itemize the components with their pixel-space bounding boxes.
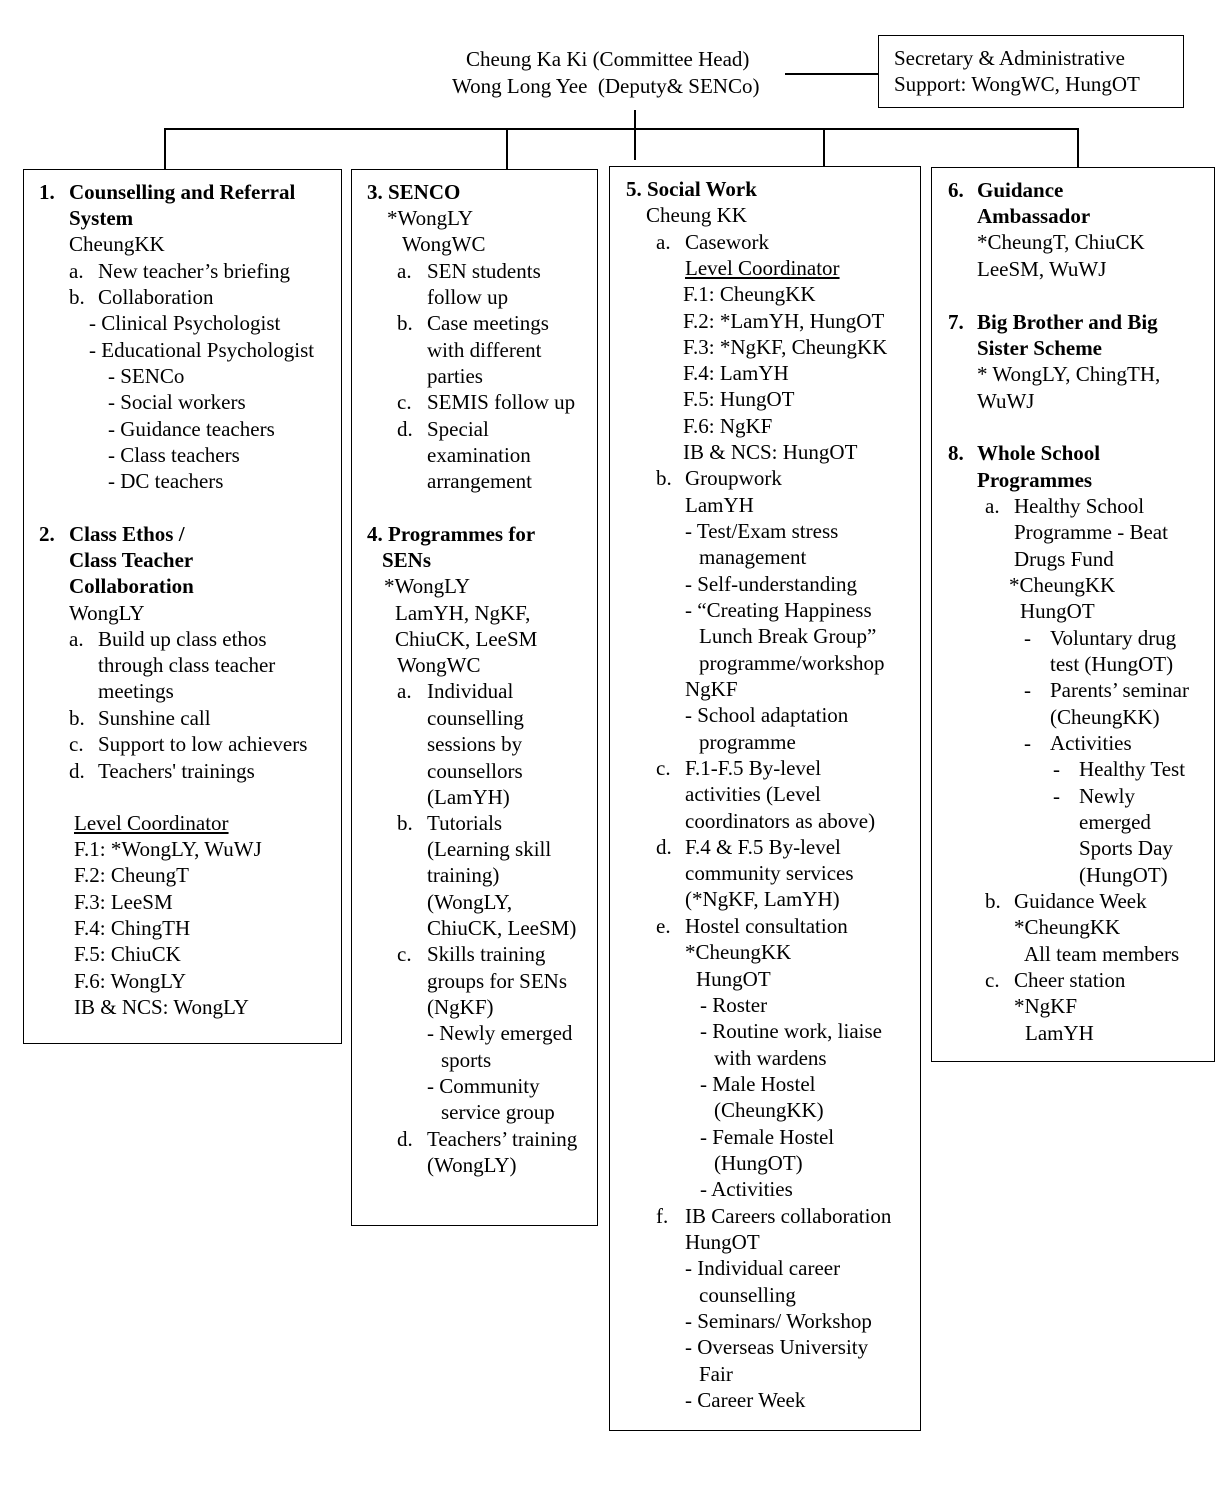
section-8-title: Whole School: [977, 441, 1101, 465]
item-person: NgKF: [685, 677, 738, 701]
sub-item: with wardens: [714, 1046, 827, 1070]
section-7-title-2: Sister Scheme: [977, 336, 1103, 360]
item-text: Build up class ethos: [98, 627, 267, 651]
item-text: SEN students: [427, 259, 541, 283]
item-person: *CheungKK: [1009, 573, 1116, 597]
item-text: (NgKF): [427, 995, 494, 1019]
item-text: Programme - Beat: [1014, 520, 1168, 544]
item-marker: d.: [397, 1127, 413, 1151]
item-text: counsellors: [427, 759, 523, 783]
sub-item: Lunch Break Group”: [699, 624, 877, 648]
level-coordinator-item: F.6: WongLY: [74, 969, 186, 993]
item-text: with different: [427, 338, 542, 362]
section-8-title-2: Programmes: [977, 468, 1093, 492]
level-coordinator-item: F.4: ChingTH: [74, 916, 191, 940]
item-person: *NgKF: [1014, 994, 1078, 1018]
item-marker: b.: [985, 889, 1001, 913]
item-marker: a.: [69, 627, 84, 651]
item-text: Case meetings: [427, 311, 549, 335]
sub-item: - Self-understanding: [685, 572, 858, 596]
section-6-person: *CheungT, ChiuCK: [977, 230, 1145, 254]
item-text: Healthy School: [1014, 494, 1145, 518]
item-text: (WongLY): [427, 1153, 517, 1177]
section-4-person: WongWC: [397, 653, 481, 677]
sub-item: - Community: [427, 1074, 540, 1098]
sub-item: counselling: [699, 1283, 796, 1307]
item-marker: c.: [69, 732, 84, 756]
item-text: SEMIS follow up: [427, 390, 576, 414]
level-coordinator-item: F.1: *WongLY, WuWJ: [74, 837, 262, 861]
item-marker: c.: [985, 968, 1000, 992]
item-marker: b.: [656, 466, 672, 490]
section-4-title: 4. Programmes for: [367, 522, 536, 546]
sub-sub-item-dash: -: [1053, 757, 1060, 781]
section-3-person: *WongLY: [387, 206, 474, 230]
section-7-person: * WongLY, ChingTH,: [977, 362, 1161, 386]
level-coordinator-item: F.5: HungOT: [683, 387, 795, 411]
sub-item: Parents’ seminar: [1050, 678, 1189, 702]
sub-item: Activities: [1050, 731, 1132, 755]
sub-item: - Newly emerged: [427, 1021, 573, 1045]
item-text: activities (Level: [685, 782, 821, 806]
sub-item: - Class teachers: [108, 443, 240, 467]
sub-item: service group: [441, 1100, 555, 1124]
item-person: HungOT: [696, 967, 771, 991]
section-4-person: ChiuCK, LeeSM: [395, 627, 538, 651]
sub-item: management: [699, 545, 807, 569]
item-text: Cheer station: [1014, 968, 1126, 992]
sub-item: - “Creating Happiness: [685, 598, 872, 622]
sub-sub-item: (HungOT): [1079, 863, 1168, 887]
item-text: Skills training: [427, 942, 546, 966]
section-2-person: WongLY: [69, 601, 145, 625]
sub-item: (CheungKK): [714, 1098, 824, 1122]
level-coordinator-item: F.3: LeeSM: [74, 890, 173, 914]
item-text: Collaboration: [98, 285, 214, 309]
sub-sub-item: Sports Day: [1079, 836, 1173, 860]
item-text: IB Careers collaboration: [685, 1204, 892, 1228]
sub-item: Voluntary drug: [1050, 626, 1177, 650]
section-7-number: 7.: [948, 310, 964, 334]
sub-item: - Clinical Psychologist: [89, 311, 281, 335]
item-marker: a.: [397, 679, 412, 703]
section-1-person: CheungKK: [69, 232, 165, 256]
item-marker: b.: [397, 311, 413, 335]
section-1-title-2: System: [69, 206, 134, 230]
item-person: HungOT: [1020, 599, 1095, 623]
item-marker: a.: [656, 230, 671, 254]
committee-head: Cheung Ka Ki (Committee Head): [466, 47, 750, 71]
item-text: Tutorials: [427, 811, 503, 835]
level-coordinator-item: F.6: NgKF: [683, 414, 773, 438]
section-6-person: LeeSM, WuWJ: [977, 257, 1107, 281]
sub-item: - Seminars/ Workshop: [685, 1309, 872, 1333]
sub-item: - DC teachers: [108, 469, 224, 493]
sub-sub-item: Healthy Test: [1079, 757, 1186, 781]
section-8-number: 8.: [948, 441, 964, 465]
item-text: examination: [427, 443, 531, 467]
sub-item-dash: -: [1024, 731, 1031, 755]
item-text: Casework: [685, 230, 769, 254]
item-text: community services: [685, 861, 854, 885]
item-text: F.4 & F.5 By-level: [685, 835, 841, 859]
secretary-line1: Secretary & Administrative: [894, 46, 1125, 70]
connector-drop-col1: [164, 128, 166, 170]
item-text: coordinators as above): [685, 809, 876, 833]
level-coordinator-item: F.2: *LamYH, HungOT: [683, 309, 885, 333]
sub-item: - Female Hostel: [700, 1125, 835, 1149]
sub-item: - SENCo: [108, 364, 185, 388]
section-3-title: 3. SENCO: [367, 180, 461, 204]
connector-drop-col2: [506, 128, 508, 170]
item-text: Hostel consultation: [685, 914, 848, 938]
connector-head-vertical: [634, 110, 636, 160]
sub-item: (HungOT): [714, 1151, 803, 1175]
level-coordinator-item: F.3: *NgKF, CheungKK: [683, 335, 888, 359]
section-4-title-2: SENs: [382, 548, 432, 572]
item-person: LamYH: [1025, 1021, 1094, 1045]
section-1-number: 1.: [39, 180, 55, 204]
sub-item: - Activities: [700, 1177, 793, 1201]
section-5-title: 5. Social Work: [626, 177, 757, 201]
sub-item: - Educational Psychologist: [89, 338, 315, 362]
sub-item: test (HungOT): [1050, 652, 1174, 676]
secretary-line2: Support: WongWC, HungOT: [894, 72, 1140, 96]
item-text: Special: [427, 417, 489, 441]
section-6-title: Guidance: [977, 178, 1064, 202]
section-2-title-3: Collaboration: [69, 574, 194, 598]
item-person: *CheungKK: [1014, 915, 1121, 939]
item-person: LamYH: [685, 493, 754, 517]
item-text: Teachers’ training: [427, 1127, 578, 1151]
item-text: (WongLY,: [427, 890, 513, 914]
level-coordinator-item: IB & NCS: WongLY: [74, 995, 249, 1019]
item-text: follow up: [427, 285, 509, 309]
item-text: meetings: [98, 679, 174, 703]
item-marker: d.: [656, 835, 672, 859]
sub-item: - School adaptation: [685, 703, 849, 727]
item-text: ChiuCK, LeeSM): [427, 916, 577, 940]
item-text: Guidance Week: [1014, 889, 1147, 913]
connector-drop-col3: [823, 128, 825, 166]
section-2-number: 2.: [39, 522, 55, 546]
item-marker: c.: [397, 390, 412, 414]
sub-item-dash: -: [1024, 678, 1031, 702]
sub-item: Fair: [699, 1362, 733, 1386]
level-coordinator-title: Level Coordinator: [685, 256, 840, 280]
item-marker: a.: [69, 259, 84, 283]
item-text: counselling: [427, 706, 524, 730]
section-7-person: WuWJ: [977, 389, 1035, 413]
level-coordinator-item: IB & NCS: HungOT: [683, 440, 858, 464]
item-text: Teachers' trainings: [98, 759, 255, 783]
item-text: training): [427, 863, 500, 887]
sub-sub-item-dash: -: [1053, 784, 1060, 808]
section-6-title-2: Ambassador: [977, 204, 1091, 228]
level-coordinator-item: F.5: ChiuCK: [74, 942, 181, 966]
level-coordinator-item: F.2: CheungT: [74, 863, 189, 887]
level-coordinator-title: Level Coordinator: [74, 811, 229, 835]
item-marker: d.: [69, 759, 85, 783]
item-marker: a.: [985, 494, 1000, 518]
sub-item: (CheungKK): [1050, 705, 1160, 729]
item-text: Groupwork: [685, 466, 782, 490]
sub-item-dash: -: [1024, 626, 1031, 650]
section-2-title-2: Class Teacher: [69, 548, 194, 572]
item-text: Sunshine call: [98, 706, 211, 730]
section-7-title: Big Brother and Big: [977, 310, 1158, 334]
item-marker: b.: [69, 285, 85, 309]
sub-item: - Roster: [700, 993, 768, 1017]
item-text: through class teacher: [98, 653, 276, 677]
item-marker: c.: [397, 942, 412, 966]
sub-item: - Male Hostel: [700, 1072, 816, 1096]
sub-sub-item: Newly: [1079, 784, 1135, 808]
item-marker: b.: [397, 811, 413, 835]
item-text: (LamYH): [427, 785, 510, 809]
item-text: New teacher’s briefing: [98, 259, 291, 283]
deputy-senco: Wong Long Yee (Deputy& SENCo): [452, 74, 760, 98]
section-1-title: Counselling and Referral: [69, 180, 296, 204]
level-coordinator-item: F.1: CheungKK: [683, 282, 816, 306]
item-text: F.1-F.5 By-level: [685, 756, 822, 780]
item-text: (*NgKF, LamYH): [685, 887, 840, 911]
item-text: Individual: [427, 679, 514, 703]
section-5-person: Cheung KK: [646, 203, 747, 227]
item-marker: f.: [656, 1204, 669, 1228]
item-marker: e.: [656, 914, 671, 938]
section-2-title: Class Ethos /: [69, 522, 185, 546]
section-4-person: LamYH, NgKF,: [395, 601, 531, 625]
sub-sub-item: emerged: [1079, 810, 1151, 834]
item-marker: d.: [397, 417, 413, 441]
connector-head-to-secretary: [785, 73, 879, 75]
sub-item: - Test/Exam stress: [685, 519, 839, 543]
sub-item: - Individual career: [685, 1256, 841, 1280]
section-3-person: WongWC: [402, 232, 486, 256]
connector-horizontal-bar: [164, 128, 1078, 130]
item-person: *CheungKK: [685, 940, 792, 964]
sub-item: programme: [699, 730, 796, 754]
sub-item: - Career Week: [685, 1388, 806, 1412]
sub-item: - Social workers: [108, 390, 246, 414]
level-coordinator-item: F.4: LamYH: [683, 361, 789, 385]
item-text: Drugs Fund: [1014, 547, 1114, 571]
item-text: arrangement: [427, 469, 532, 493]
sub-item: - Guidance teachers: [108, 417, 275, 441]
connector-drop-col4: [1077, 128, 1079, 167]
sub-item: sports: [441, 1048, 492, 1072]
item-marker: c.: [656, 756, 671, 780]
item-person: HungOT: [685, 1230, 760, 1254]
item-person: All team members: [1024, 942, 1180, 966]
item-text: parties: [427, 364, 483, 388]
item-marker: a.: [397, 259, 412, 283]
sub-item: - Routine work, liaise: [700, 1019, 882, 1043]
item-text: sessions by: [427, 732, 523, 756]
item-text: (Learning skill: [427, 837, 552, 861]
item-text: groups for SENs: [427, 969, 567, 993]
section-4-person: *WongLY: [384, 574, 471, 598]
item-text: Support to low achievers: [98, 732, 308, 756]
sub-item: programme/workshop: [699, 651, 885, 675]
item-marker: b.: [69, 706, 85, 730]
section-6-number: 6.: [948, 178, 964, 202]
sub-item: - Overseas University: [685, 1335, 869, 1359]
